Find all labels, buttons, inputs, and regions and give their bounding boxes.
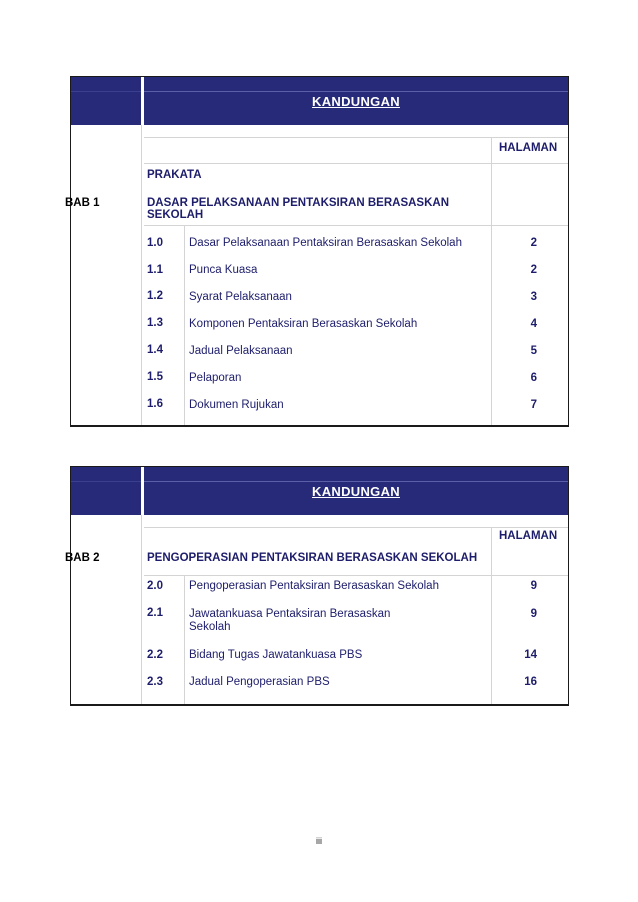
toc-title: KANDUNGAN — [312, 94, 400, 109]
item-page: 6 — [530, 372, 537, 384]
item-number: 1.5 — [147, 371, 163, 383]
item-number: 2.2 — [147, 649, 163, 661]
item-number: 2.0 — [147, 580, 163, 592]
item-title: Syarat Pelaksanaan — [189, 291, 292, 303]
bab-title: DASAR PELAKSANAAN PENTAKSIRAN BERASASKAN — [147, 197, 449, 209]
item-title: Jadual Pelaksanaan — [189, 345, 293, 357]
item-page: 14 — [524, 649, 537, 661]
item-number: 1.4 — [147, 344, 163, 356]
halaman-label: HALAMAN — [499, 142, 558, 154]
item-page: 9 — [530, 580, 537, 592]
item-page: 5 — [530, 345, 537, 357]
item-title-cont: Sekolah — [189, 621, 231, 633]
item-page: 2 — [530, 237, 537, 249]
bab-label: BAB 2 — [65, 552, 100, 564]
halaman-label: HALAMAN — [499, 530, 558, 542]
item-page: 7 — [530, 399, 537, 411]
item-title: Komponen Pentaksiran Berasaskan Sekolah — [189, 318, 418, 330]
item-title: Dasar Pelaksanaan Pentaksiran Berasaskan Sekolah — [189, 237, 462, 249]
toc-header-bar — [71, 467, 568, 515]
item-number: 1.1 — [147, 264, 163, 276]
item-page: 3 — [530, 291, 537, 303]
item-number: 1.3 — [147, 317, 163, 329]
item-title: Pelaporan — [189, 372, 242, 384]
bab-label: BAB 1 — [65, 197, 100, 209]
item-title: Dokumen Rujukan — [189, 399, 284, 411]
item-number: 1.2 — [147, 290, 163, 302]
toc-table-bab-2 — [65, 466, 569, 706]
item-title: Punca Kuasa — [189, 264, 258, 276]
item-number: 2.3 — [147, 676, 163, 688]
bab-title-cont: SEKOLAH — [147, 209, 204, 221]
page-number: iii — [316, 836, 322, 846]
item-number: 1.0 — [147, 237, 163, 249]
prakata-label: PRAKATA — [147, 169, 202, 181]
item-title: Pengoperasian Pentaksiran Berasaskan Sekolah — [189, 580, 439, 592]
toc-header-bar — [71, 77, 568, 125]
item-page: 4 — [530, 318, 537, 330]
toc-title: KANDUNGAN — [312, 484, 400, 499]
item-page: 16 — [524, 676, 537, 688]
item-title: Jawatankuasa Pentaksiran Berasaskan — [189, 608, 391, 620]
item-title: Bidang Tugas Jawatankuasa PBS — [189, 649, 363, 661]
item-page: 2 — [530, 264, 537, 276]
toc-table-bab-1 — [65, 76, 569, 427]
item-number: 2.1 — [147, 607, 163, 619]
item-number: 1.6 — [147, 398, 163, 410]
item-page: 9 — [530, 608, 537, 620]
bab-title: PENGOPERASIAN PENTAKSIRAN BERASASKAN SEKOLAH — [147, 552, 478, 564]
item-title: Jadual Pengoperasian PBS — [189, 676, 330, 688]
